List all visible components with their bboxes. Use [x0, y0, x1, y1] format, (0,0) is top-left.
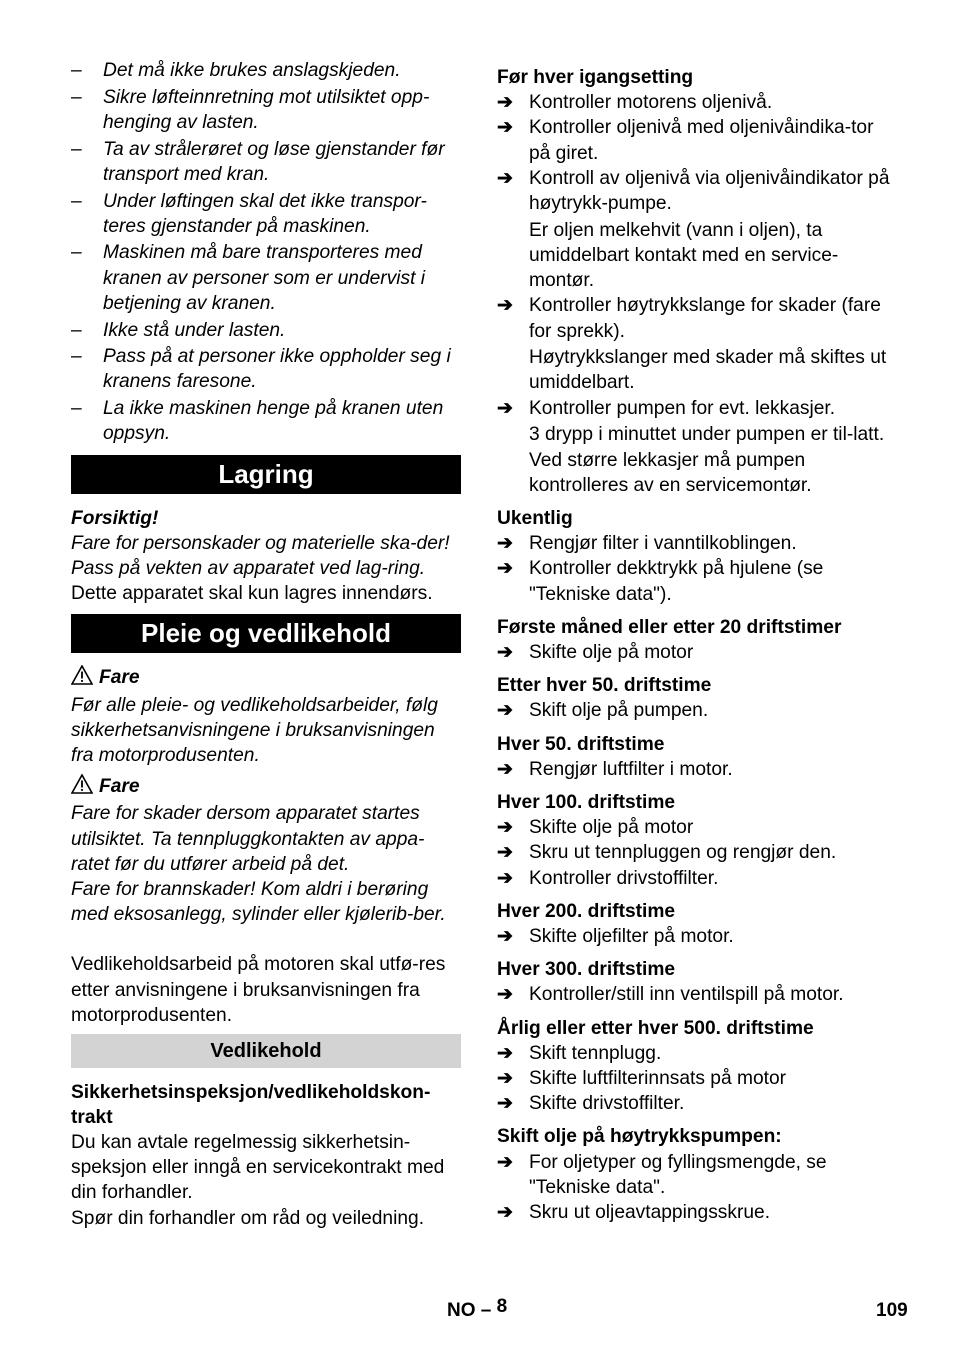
danger-heading-2: [71, 774, 461, 801]
caution-label: Forsiktig!: [71, 507, 159, 529]
list-item: [71, 189, 461, 239]
task-text: Skifte olje på motor: [529, 817, 694, 839]
list-item-text: Det må ikke brukes anslagskjeden.: [103, 60, 401, 81]
task-text: Kontroller drivstoffilter.: [529, 867, 719, 889]
storage-text: Dette apparatet skal kun lagres innendørs.: [71, 583, 433, 605]
task-text: Skifte luftfilterinnsats på motor: [529, 1068, 787, 1090]
arrow-right-icon: ➔: [497, 817, 514, 839]
arrow-right-icon: ➔: [497, 758, 514, 780]
arrow-right-icon: ➔: [497, 92, 514, 114]
task-item: [497, 1200, 897, 1225]
arrow-right-icon: ➔: [497, 397, 514, 419]
section-heading: Første måned eller etter 20 driftstimer: [497, 616, 842, 638]
inspection-text: Du kan avtale regelmessig sikkerhetsin-speksjon eller inngå en servicekontrakt med din forhandler.: [71, 1132, 445, 1204]
danger-label: Fare: [99, 667, 140, 689]
task-text: Skift olje på pumpen.: [529, 700, 709, 722]
page-footer-section: [447, 1298, 507, 1323]
dash-bullet: –: [71, 138, 82, 160]
list-item-text: Sikre løfteinnretning mot utilsiktet opp-henging av lasten.: [103, 86, 430, 133]
task-text: Kontroller dekktrykk på hjulene (se "Tekniske data").: [529, 558, 824, 605]
task-item: [497, 1041, 897, 1066]
task-note: 3 drypp i minuttet under pumpen er til-latt. Ved større lekkasjer må pumpen kontrolleres av en servicemontør.: [529, 424, 885, 496]
arrow-right-icon: ➔: [497, 1042, 514, 1064]
caution-text: Fare for personskader og materielle ska-der! Pass på vekten av apparatet ved lag-ring.: [71, 532, 450, 579]
section-heading: Hver 50. driftstime: [497, 733, 665, 755]
task-item: [497, 1066, 897, 1091]
list-item-text: Ta av strålerøret og løse gjenstander før transport med kran.: [103, 138, 445, 185]
danger-text-2a: Fare for skader dersom apparatet startes utilsiktet. Ta tennpluggkontakten av appa-ratet før du utfører arbeid på det.: [71, 803, 425, 875]
arrow-right-icon: ➔: [497, 842, 514, 864]
section-heading: Hver 200. driftstime: [497, 900, 676, 922]
list-item: [71, 344, 461, 394]
dash-bullet: –: [71, 319, 82, 341]
task-text: Rengjør luftfilter i motor.: [529, 758, 733, 780]
section-heading: Hver 300. driftstime: [497, 959, 676, 981]
section-heading: Før hver igangsetting: [497, 67, 694, 88]
section-title-pleie: Pleie og vedlikehold: [71, 614, 461, 653]
arrow-right-icon: ➔: [497, 926, 514, 947]
section-heading: Hver 100. driftstime: [497, 791, 676, 813]
task-text: Kontroller pumpen for evt. lekkasjer.: [529, 397, 836, 419]
list-item: [71, 137, 461, 187]
arrow-right-icon: ➔: [497, 1068, 514, 1090]
task-text: Kontroller oljenivå med oljenivåindika-tor på giret.: [529, 117, 874, 164]
arrow-right-icon: ➔: [497, 1151, 514, 1173]
task-item: [497, 531, 897, 556]
task-item: [497, 640, 897, 665]
task-item: [497, 90, 897, 115]
section-heading: Årlig eller etter hver 500. driftstime: [497, 1017, 814, 1039]
task-item: [497, 1091, 897, 1116]
task-item: [497, 396, 897, 421]
section-title-vedlikehold: Vedlikehold: [71, 1034, 461, 1068]
left-column: [71, 58, 461, 1231]
dash-bullet: –: [71, 190, 82, 212]
list-item: [71, 318, 461, 343]
task-text: Skifte olje på motor: [529, 641, 694, 663]
motor-maintenance-text: Vedlikeholdsarbeid på motoren skal utfø-res etter anvisningene i bruksanvisningen fra motorprodusenten.: [71, 954, 446, 1026]
task-text: Skru ut oljeavtappingsskrue.: [529, 1202, 771, 1224]
list-item: [71, 85, 461, 135]
warning-triangle-icon: [71, 665, 93, 692]
task-text: Skifte drivstoffilter.: [529, 1093, 685, 1115]
danger-text-1: Før alle pleie- og vedlikeholdsarbeider, følg sikkerhetsanvisningene i bruksanvisningen fra motorprodusenten.: [71, 694, 438, 766]
dash-bullet: –: [71, 398, 82, 420]
task-item: [497, 815, 897, 840]
task-text: Kontroller/still inn ventilspill på motor.: [529, 984, 844, 1006]
task-item: [497, 293, 897, 343]
crane-safety-list: [71, 58, 461, 447]
task-text: Skru ut tennpluggen og rengjør den.: [529, 842, 837, 864]
task-text: Rengjør filter i vanntilkoblingen.: [529, 533, 797, 555]
list-item-text: Maskinen må bare transporteres med kranen av personer som er undervist i betjening av kranen.: [103, 242, 426, 314]
arrow-right-icon: ➔: [497, 533, 514, 555]
language-code: NO: [447, 1300, 476, 1321]
dash-bullet: –: [71, 86, 82, 108]
danger-text-2b: Fare for brannskader! Kom aldri i berøring med eksosanlegg, sylinder eller kjølerib-ber.: [71, 878, 446, 926]
right-column: [497, 65, 897, 1225]
task-note: Er oljen melkehvit (vann i oljen), ta umiddelbart kontakt med en service-montør.: [529, 219, 839, 292]
arrow-right-icon: ➔: [497, 1093, 514, 1115]
list-item: [71, 240, 461, 316]
task-text: Kontroll av oljenivå via oljenivåindikator på høytrykk-pumpe.: [529, 167, 890, 215]
list-item: [71, 58, 461, 83]
arrow-right-icon: ➔: [497, 641, 514, 663]
task-text: For oljetyper og fyllingsmengde, se "Tekniske data".: [529, 1151, 827, 1198]
arrow-right-icon: ➔: [497, 167, 514, 189]
dash-bullet: –: [71, 60, 82, 81]
arrow-right-icon: ➔: [497, 117, 514, 139]
task-note: Høytrykkslanger med skader må skiftes ut umiddelbart.: [529, 347, 887, 394]
task-item: [497, 115, 897, 165]
spacer: [71, 927, 461, 952]
section-heading: Ukentlig: [497, 507, 573, 529]
list-item: [71, 396, 461, 446]
section-page-number: 8: [496, 1296, 508, 1317]
section-heading: Etter hver 50. driftstime: [497, 675, 712, 697]
task-text: Skifte oljefilter på motor.: [529, 926, 734, 947]
footer-separator: –: [480, 1300, 492, 1321]
task-item: [497, 698, 897, 723]
danger-label: Fare: [99, 776, 140, 798]
arrow-right-icon: ➔: [497, 295, 514, 317]
task-item: [497, 924, 897, 949]
task-item: [497, 840, 897, 865]
task-text: Kontroller motorens oljenivå.: [529, 92, 773, 114]
task-item: [497, 982, 897, 1007]
task-text: Kontroller høytrykkslange for skader (fare for sprekk).: [529, 295, 881, 342]
task-item: [497, 1150, 897, 1200]
task-text: Skift tennplugg.: [529, 1042, 662, 1064]
arrow-right-icon: ➔: [497, 867, 514, 889]
warning-triangle-icon: [71, 774, 93, 801]
list-item-text: Under løftingen skal det ikke transpor-teres gjenstander på maskinen.: [103, 190, 427, 237]
section-heading: Skift olje på høytrykkspumpen:: [497, 1126, 782, 1148]
dash-bullet: –: [71, 242, 82, 264]
task-item: [497, 757, 897, 782]
list-item-text: Ikke stå under lasten.: [103, 319, 286, 341]
danger-heading-1: [71, 665, 461, 692]
arrow-right-icon: ➔: [497, 700, 514, 722]
list-item-text: Pass på at personer ikke oppholder seg i kranens faresone.: [103, 346, 451, 393]
arrow-right-icon: ➔: [497, 1202, 514, 1224]
list-item-text: La ikke maskinen henge på kranen uten oppsyn.: [103, 398, 444, 445]
task-item: [497, 866, 897, 891]
arrow-right-icon: ➔: [497, 558, 514, 580]
task-item: [497, 556, 897, 606]
inspection-heading: Sikkerhetsinspeksjon/vedlikeholdskon-trakt: [71, 1082, 431, 1128]
task-item: [497, 166, 897, 216]
page-number: 109: [876, 1300, 908, 1321]
dash-bullet: –: [71, 346, 82, 368]
advice-text: Spør din forhandler om råd og veiledning.: [71, 1207, 425, 1229]
section-title-lagring: Lagring: [71, 455, 461, 494]
arrow-right-icon: ➔: [497, 984, 514, 1006]
